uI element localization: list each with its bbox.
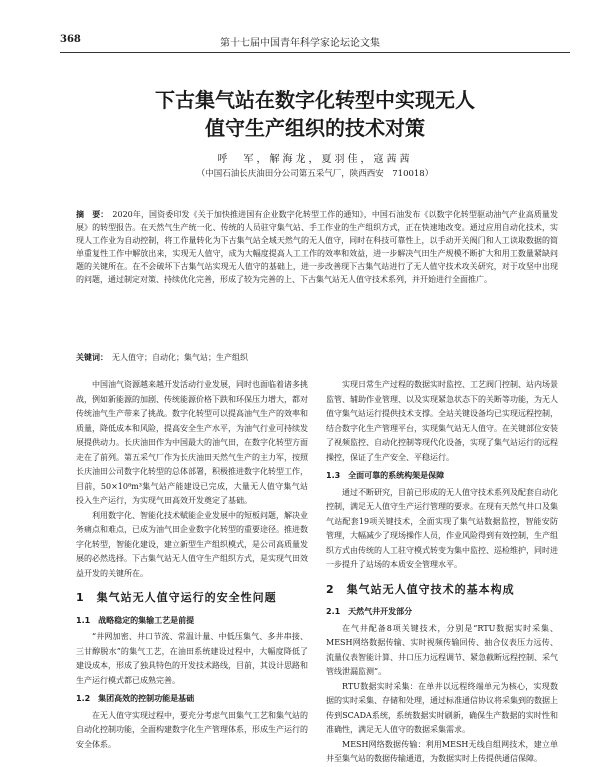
- body-paragraph: 在无人值守实现过程中，要充分考虑气田集气工艺和集气站的自动化控制功能，全面构建数字化生产管理体系，形成生产运行的安全体系。: [76, 710, 308, 749]
- body-paragraph: 利用数字化、智能化技术赋能企业发展中的短板问题，解决业务痛点和难点，已成为油气田企业数字化转型的重要途径。推进数字化转型，智能化建设，建立新型生产组织模式，是公司高质量发展的必然选择。下古集气站无人值守生产组织方式，是实现气田效益开发的关键所在。: [76, 510, 308, 578]
- section-heading: 1 集气站无人值守运行的安全性问题: [76, 591, 277, 604]
- title-line-1: 下古集气站在数字化转型中实现无人: [155, 88, 475, 112]
- subsection-heading: 1.2 集团高效的控制功能是基础: [76, 694, 195, 703]
- abstract-text: 2020年，国资委印发《关于加快推进国有企业数字化转型工作的通知》，中国石油发布《以数字化转型驱动油气产业高质量发展》的转型报告。在天然气生产统一化、传统的人员驻守集气站、手工作业的生产组织方式，正在快速地改变。通过应用自动化技术，实现人工作业为自动控制，将工作量转化为下古集气站全域天然气的无人值守，同时在科技可靠性上，以手动开关阀门和人工读取数据的简单重复性工作中解放出来，实现无人值守，成为大幅度提高人工工作的效率和效益，进一步解决气田生产规模不断扩大和用工数量紧缺问题的关键所在。在不会破坏下古集气站实现无人值守的基础上，进一步改善现下古集气站进行了无人值守技术攻关研究，对于攻坚中出现的问题，通过制定对策、持续优化完善，形成了较为完善的上、下古集气站无人值守技术系列，并开始进行全面推广。: [76, 210, 559, 284]
- body-paragraph: 实现日常生产过程的数据实时监控、工艺阀门控制、站内场景监管、辅助作业管理、以及实现紧急状态下的关断等功能，为无人值守集气站运行提供技术支撑。全站关键设备均已实现远程控制，结合数字化生产管理平台，实现集气站无人值守。在关键部位安装了视频监控、自动化控制等现代化设备，实现了集气站运行的远程操控，保证了生产安全、平稳运行。: [326, 380, 558, 462]
- author-list: 呼 军，解海龙，夏羽佳，寇茜茜: [217, 154, 413, 165]
- section-heading: 2 集气站无人值守技术的基本构成: [326, 582, 515, 596]
- subsection-heading: 2.1 天然气井开发部分: [326, 607, 413, 616]
- running-header: [60, 28, 570, 53]
- paper-title: [60, 86, 570, 142]
- body-paragraph: MESH网络数据传输：利用MESH无线自组网技术，建立单井至集气站的数据传输通道，为数据实时上传提供通信保障。: [326, 739, 558, 763]
- right-column: [326, 378, 558, 767]
- keywords-text: 无人值守；自动化；集气站；生产组织: [112, 353, 248, 362]
- affiliation: （中国石油长庆油田分公司第五采气厂，陕西西安 710018）: [196, 169, 434, 179]
- body-paragraph: 中国油气资源越来越开发活动行业发展，同时也面临着诸多挑战，例如新能源的加剧、传统能源价格下跌和环保压力增大，都对传统油气生产带来了挑战。数字化转型可以提高油气生产的效率和质量，降低成本和风险，提高安全生产水平，为油气行业可持续发展提供动力。长庆油田作为中国最大的油气田，在数字化转型方面走在了前列。第五采气厂作为长庆油田天然气生产的主力军，按照长庆油田公司数字化转型的总体部署，积极推进数字化转型工作，目前，50×10⁸m³集气站产能建设已完成，大量无人值守集气站投入生产运行，为实现气田高效开发奠定了基础。: [76, 380, 308, 505]
- subsection-heading: 1.1 战略稳定的集输工艺是前提: [76, 615, 195, 625]
- page-number: 368: [60, 34, 81, 45]
- subsection-heading: 1.3 全面可靠的系统构架是保障: [326, 471, 445, 480]
- keywords-label: 关键词：: [76, 353, 108, 362]
- abstract: [76, 208, 558, 286]
- body-paragraph: 通过不断研究，目前已形成的无人值守技术系列及配套自动化控制，满足无人值守生产运行管理的要求。在现有天然气井口及集气站配套19项关键技术，全面实现了集气站数据监控，智能安防管理，大幅减少了现场操作人员，作业风险得到有效控制，生产组织方式由传统的人工驻守模式转变为集中监控、巡检维护，同时进一步提升了站场的本质安全管理水平。: [326, 487, 558, 569]
- body-paragraph: RTU数据实时采集：在单井以远程终端单元为核心，实现数据的实时采集、存储和处理，通过标准通信协议将采集到的数据上传到SCADA系统，系统数据实时刷新，确保生产数据的实时性和准确性，满足无人值守的数据采集需求。: [326, 681, 558, 734]
- keywords: [76, 352, 558, 364]
- title-line-2: 值守生产组织的技术对策: [205, 116, 425, 140]
- running-title: 第十七届中国青年科学家论坛论文集: [220, 38, 380, 49]
- body-paragraph: 在气井配备8项关键技术，分别是“RTU数据实时采集、MESH网络数据传输、实时视频传输回传、抽合仪表压力远传、流量仪表智能计算、井口压力远程调节、紧急截断远程控制、采气管线泄漏监测”。: [326, 623, 558, 676]
- body-paragraph: “井网加密、井口节流、常温计量、中低压集气、多井串接、三甘醇脱水”的集气工艺，在油田系统建设过程中，大幅度降低了建设成本，形成了独具特色的开发技术路线，目前，其设计思路和生产运行模式都已成熟完善。: [76, 632, 308, 685]
- abstract-label: 摘 要：: [76, 210, 109, 219]
